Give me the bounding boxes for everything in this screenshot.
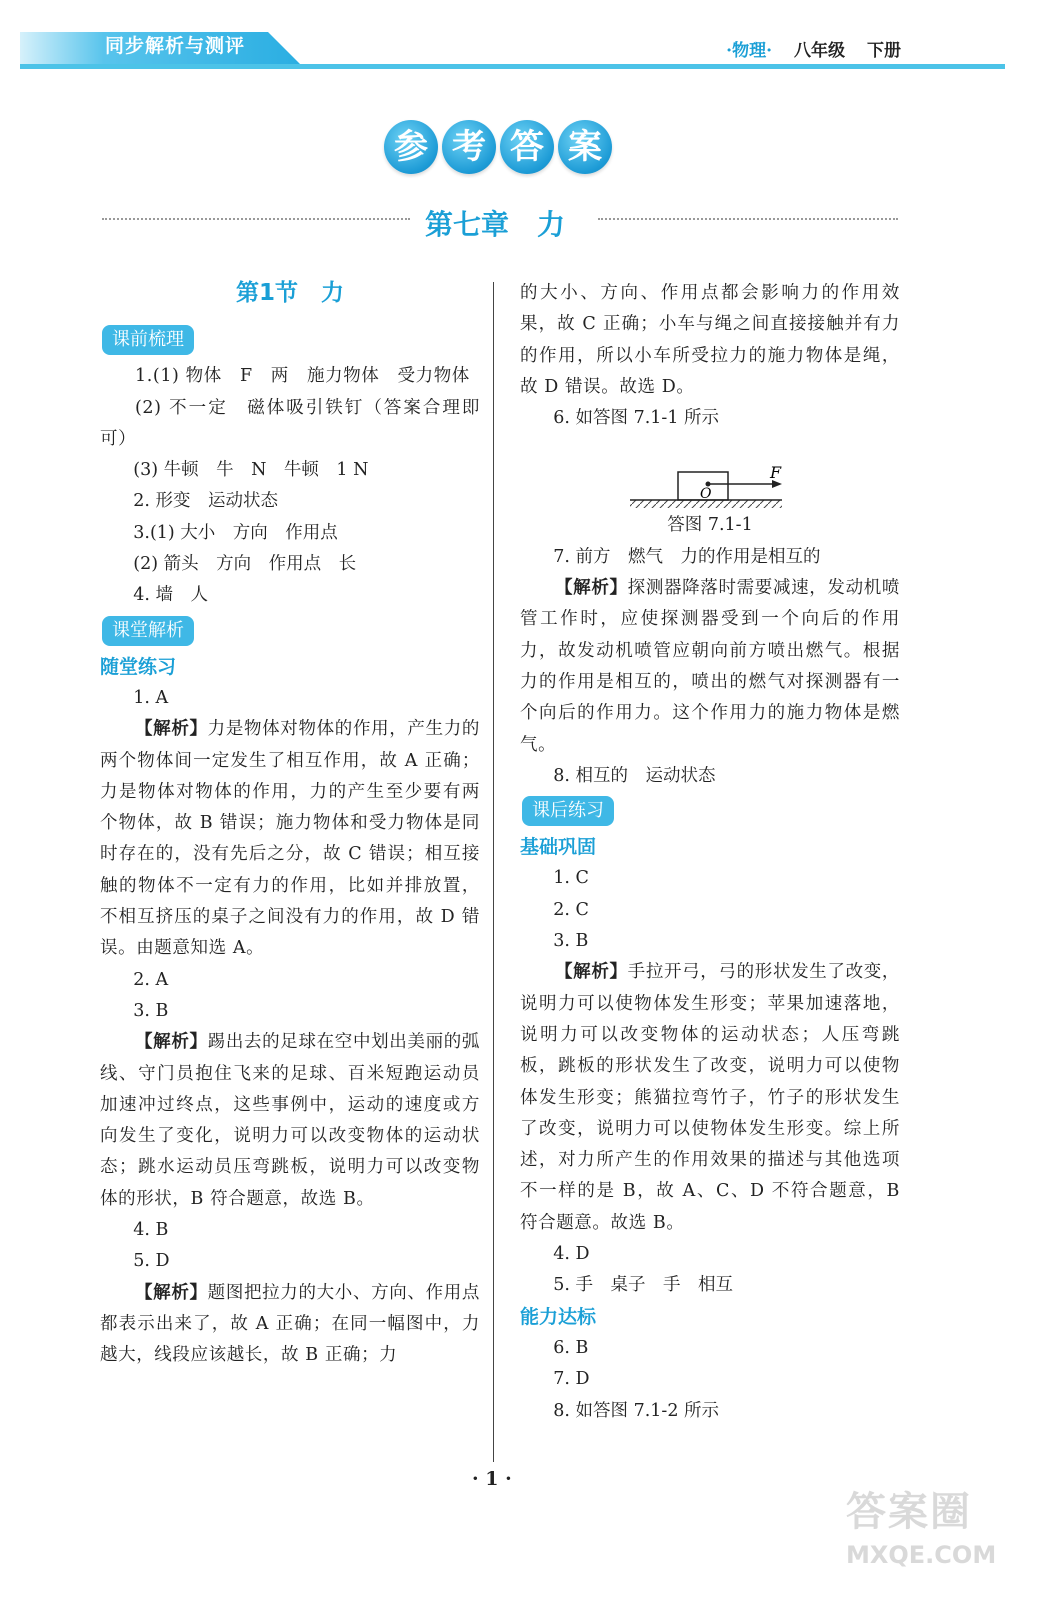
page-title [384,120,616,176]
analysis-text: 力是物体对物体的作用，产生力的两个物体间一定发生了相互作用，故 A 正确；力是物体对物体的作用，力的产生至少要有两个物体，故 B 错误；施力物体和受力物体是同时存在的，没有先后之分，故 C 错误；相互接触的物体不一定有力的作用，比如并排放置，不相互挤压的桌子之间没有力的作用，故 D 错误。由题意知选 A。 [100,719,481,959]
subheading: 随堂练习 [100,655,177,678]
header-rule [20,64,1005,69]
answer-item: 1.(1) 物体 F 两 施力物体 受力物体 [135,366,470,387]
header-info [726,36,901,61]
answer-item: 3. B [553,931,589,952]
tag-in-class: 课堂解析 [102,616,194,646]
label-O: O [700,486,712,503]
analysis-text: 手拉开弓，弓的形状发生了改变，说明力可以使物体发生形变；苹果加速落地，说明力可以改变物体的运动状态；人压弯跳板，跳板的形状发生了改变，说明力可以使物体发生形变；熊猫拉弯竹子，竹子的形状发生了改变，说明力可以使物体发生形变。综上所述，对力所产生的作用效果的描述与其他选项不一样的是 B，故 A、C、D 不符合题意，B 符合题意。故选 B。 [520,962,901,1233]
answer-item: 6. 如答图 7.1-1 所示 [553,408,720,429]
force-diagram [520,440,900,510]
analysis-label: 【解析】 [555,962,628,983]
analysis [520,957,900,1239]
answer-item: 7. D [553,1369,590,1390]
watermark-bottom: MXQE.COM [846,1541,997,1569]
watermark-top: 答案圈 [846,1489,972,1535]
answer-item: 8. 如答图 7.1-2 所示 [553,1400,720,1421]
analysis [100,714,480,964]
title-char: 参 [384,120,438,174]
section-title: 第1节 力 [235,280,344,306]
watermark-logo [846,1480,1021,1590]
answer-item: (2) 箭头 方向 作用点 长 [133,554,357,575]
answer-item: 4. 墙 人 [133,585,209,606]
subheading: 能力达标 [520,1305,597,1328]
analysis [100,1278,480,1372]
answer-item: 5. D [133,1251,170,1272]
tag-after-class: 课后练习 [522,796,614,826]
title-char: 考 [442,120,496,174]
answer-item: 5. 手 桌子 手 相互 [553,1275,734,1296]
answer-item: 2. C [553,899,589,920]
header-volume: 下册 [867,41,901,61]
answer-item: 8. 相互的 运动状态 [553,765,716,786]
answer-item: 4. B [133,1220,169,1241]
chapter-dots-left [102,218,410,220]
chapter-dots-right [598,218,898,220]
analysis-label: 【解析】 [135,1282,208,1303]
analysis-text: 踢出去的足球在空中划出美丽的弧线、守门员抱住飞来的足球、百米短跑运动员加速冲过终点，这些事例中，运动的速度或方向发生了变化，说明力可以改变物体的运动状态；跳水运动员压弯跳板，说明力可以改变物体的形状，B 符合题意，故选 B。 [100,1032,481,1209]
answer-item: 3.(1) 大小 方向 作用点 [133,522,338,543]
answer-item: 4. D [553,1244,590,1265]
column-divider [493,282,494,1462]
book-title: 同步解析与测评 [105,35,246,57]
answer-item: (2) 不一定 磁体吸引铁钉（答案合理即可） [100,397,480,449]
analysis-label: 【解析】 [555,578,628,599]
header-grade: 八年级 [794,41,845,61]
force-diagram-svg [520,440,900,510]
left-column [100,278,480,1372]
analysis-text: 探测器降落时需要减速，发动机喷管工作时，应使探测器受到一个向后的作用力，故发动机喷管应朝向前方喷出燃气。根据力的作用是相互的，喷出的燃气对探测器有一个向后的作用力。这个作用力的施力物体是燃气。 [520,578,901,755]
analysis [100,1027,480,1215]
analysis-continued: 的大小、方向、作用点都会影响力的作用效果，故 C 正确；小车与绳之间直接接触并有力的作用，所以小车所受拉力的施力物体是绳，故 D 错误。故选 D。 [520,283,900,397]
subheading: 基础巩固 [520,836,597,859]
figure-caption: 答图 7.1-1 [667,515,753,536]
label-F: F [770,463,782,483]
answer-item: (3) 牛顿 牛 N 牛顿 1 N [133,460,369,481]
chapter-title: 第七章 力 [425,208,566,241]
analysis [520,573,900,761]
analysis-label: 【解析】 [135,1032,208,1053]
title-char: 案 [558,120,612,174]
tag-pre-class: 课前梳理 [102,325,194,355]
answer-item: 7. 前方 燃气 力的作用是相互的 [553,546,821,567]
analysis-label: 【解析】 [135,719,208,740]
answer-item: 2. A [133,969,169,990]
analysis-text: 题图把拉力的大小、方向、作用点都表示出来了，故 A 正确；在同一幅图中，力越大，线段应该越长，故 B 正确；力 [100,1282,481,1366]
answer-item: 2. 形变 运动状态 [133,491,279,512]
answer-item: 6. B [553,1337,589,1358]
answer-item: 3. B [133,1000,169,1021]
answer-item: 1. A [133,687,169,708]
header-subject: ·物理· [726,41,772,61]
title-char: 答 [500,120,554,174]
right-column [520,278,900,1427]
answer-item: 1. C [553,868,589,889]
page-number: · 1 · [472,1468,512,1490]
